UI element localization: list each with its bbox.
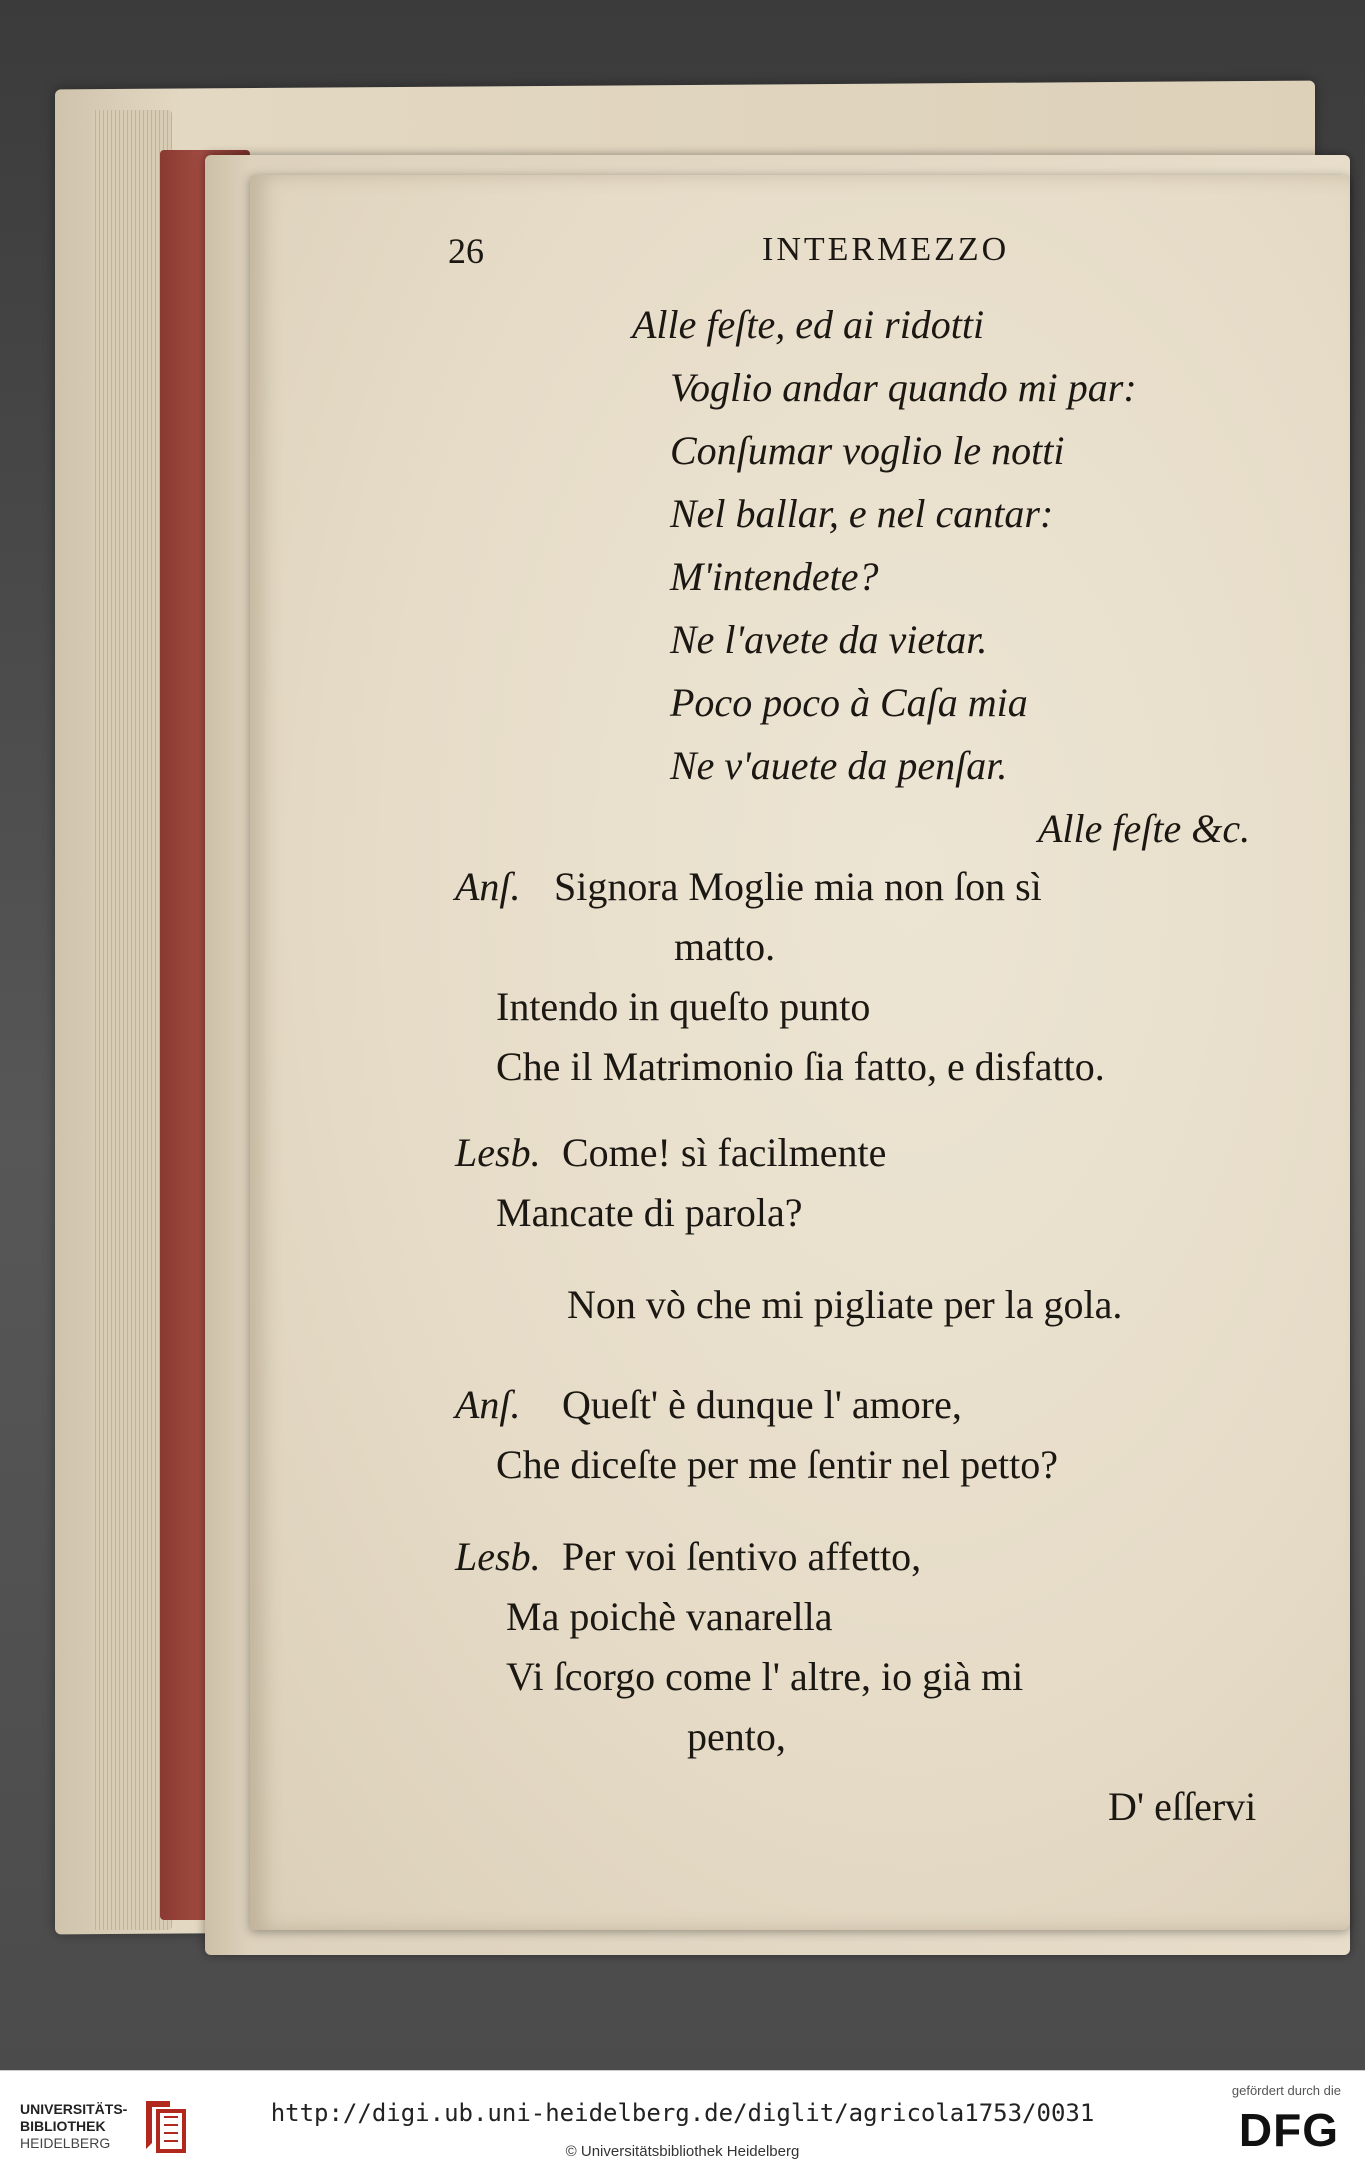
library-name-line: BIBLIOTHEK — [20, 2118, 106, 2134]
permalink-url[interactable]: http://digi.ub.uni-heidelberg.de/diglit/agricola1753/0031 — [270, 2099, 1095, 2127]
aria-line: Nel ballar, e nel cantar: — [670, 491, 1054, 536]
dialogue-line: Che il Matrimonio ſia fatto, e disfatto. — [496, 1044, 1105, 1089]
dialogue-line: Signora Moglie mia non ſon sì — [554, 864, 1042, 909]
aria-line: Ne v'auete da penſar. — [670, 743, 1008, 788]
dialogue-line: Intendo in queſto punto — [496, 984, 871, 1029]
copyright-notice: © Universitätsbibliothek Heidelberg — [565, 2143, 800, 2160]
aria-line: Voglio andar quando mi par: — [670, 365, 1137, 410]
dialogue-line: Vi ſcorgo come l' altre, io già mi — [506, 1654, 1024, 1699]
dialogue-line: Non vò che mi pigliate per la gola. — [567, 1282, 1123, 1327]
speaker-label: Lesb. — [455, 1534, 541, 1579]
aria-line: Poco poco à Caſa mia — [670, 680, 1028, 725]
speaker-label: Anſ. — [455, 864, 521, 909]
catchword: D' eſſervi — [1108, 1784, 1257, 1829]
sponsor-caption: gefördert durch die — [1231, 2083, 1341, 2098]
dialogue-line: pento, — [687, 1714, 786, 1759]
dialogue-line: Queſt' è dunque l' amore, — [562, 1382, 962, 1427]
aria-line: M'intendete? — [670, 554, 879, 599]
book-page — [250, 175, 1350, 1930]
aria-line: Alle feſte, ed ai ridotti — [632, 302, 985, 347]
dialogue-line: Mancate di parola? — [496, 1190, 803, 1235]
dialogue-line: Per voi ſentivo affetto, — [562, 1534, 922, 1579]
aria-refrain: Alle feſte &c. — [1038, 806, 1251, 851]
speaker-label: Lesb. — [455, 1130, 541, 1175]
aria-line: Conſumar voglio le notti — [670, 428, 1065, 473]
library-name-line: UNIVERSITÄTS- — [20, 2101, 128, 2117]
dialogue-line: Come! sì facilmente — [562, 1130, 887, 1175]
aria-line: Ne l'avete da vietar. — [670, 617, 988, 662]
viewer-footer — [0, 2070, 1365, 2176]
dialogue-line: Che diceſte per me ſentir nel petto? — [496, 1442, 1058, 1487]
dialogue-line: Ma poichè vanarella — [506, 1594, 833, 1639]
running-head: INTERMEZZO — [762, 231, 1010, 268]
dfg-logo[interactable]: DFG — [1238, 2104, 1339, 2156]
library-name-line: HEIDELBERG — [20, 2135, 111, 2151]
speaker-label: Anſ. — [455, 1382, 521, 1427]
page-number: 26 — [448, 231, 484, 271]
dialogue-line: matto. — [674, 924, 776, 969]
